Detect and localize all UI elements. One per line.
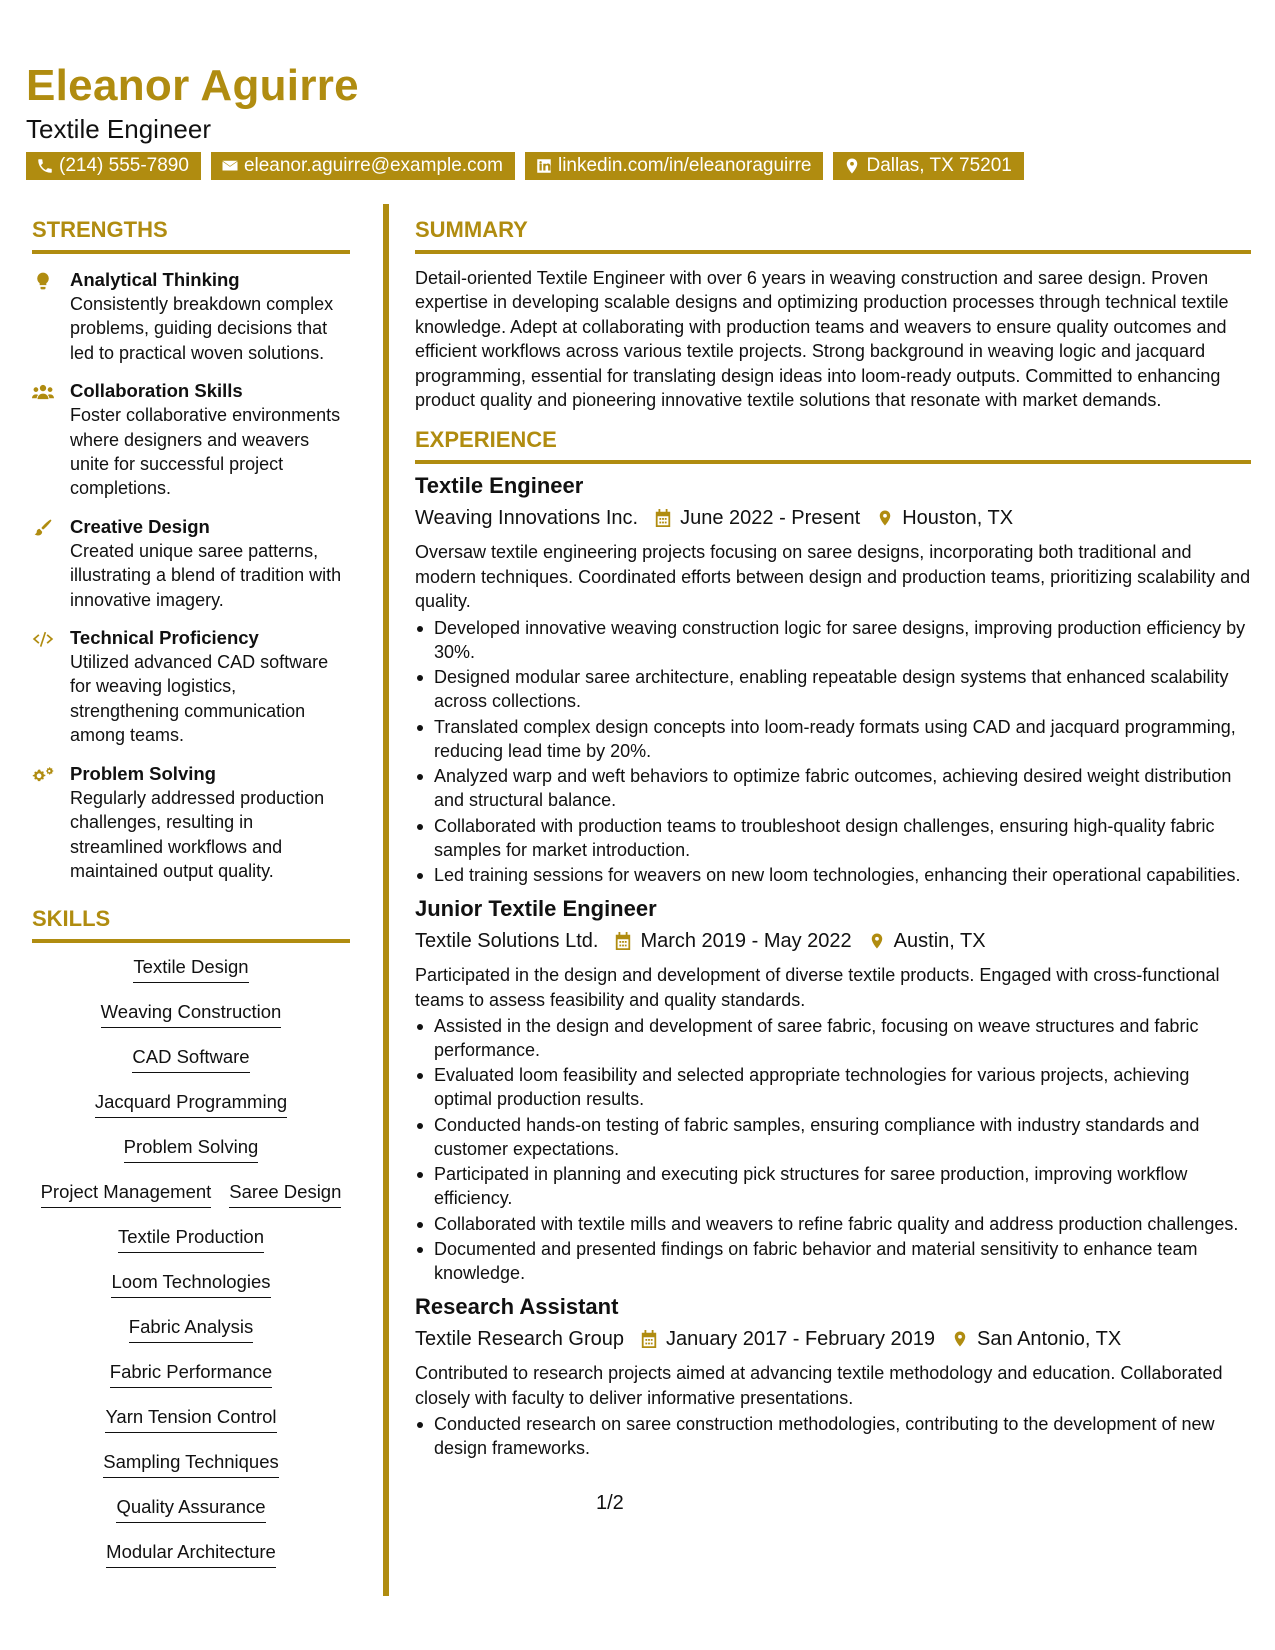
job-dates: January 2017 - February 2019 — [665, 1328, 936, 1351]
skill-tag: Problem Solving — [124, 1135, 259, 1163]
map-pin-icon — [868, 931, 886, 951]
job-company: Textile Solutions Ltd. — [415, 930, 599, 953]
job-title: Research Assistant — [415, 1294, 619, 1320]
job-meta — [415, 1325, 1251, 1353]
job-company: Textile Research Group — [415, 1328, 624, 1351]
job-dates: March 2019 - May 2022 — [640, 930, 852, 953]
job-bullet: Conducted hands-on testing of fabric samples, ensuring compliance with industry standards and customer expectations. — [415, 1113, 1251, 1161]
skill-tag: Quality Assurance — [116, 1495, 265, 1523]
contact-phone[interactable] — [26, 152, 201, 180]
job-bullets — [415, 616, 1251, 888]
contact-linkedin-text: linkedin.com/in/eleanoraguirre — [557, 155, 812, 176]
job-bullet: Analyzed warp and weft behaviors to optimize fabric outcomes, achieving desired weight distribution and structural balance. — [415, 764, 1251, 812]
strength-item — [32, 626, 350, 748]
strength-title: Creative Design — [70, 515, 210, 537]
skills-heading: SKILLS — [32, 905, 350, 943]
strength-desc: Consistently breakdown complex problems, guiding decisions that led to practical woven solutions. — [70, 294, 334, 363]
job-location: Houston, TX — [902, 507, 1014, 530]
skill-tag: Yarn Tension Control — [105, 1405, 276, 1433]
job-location: San Antonio, TX — [977, 1328, 1122, 1351]
resume-header — [26, 60, 1256, 180]
contact-linkedin[interactable] — [525, 152, 823, 180]
strength-title: Collaboration Skills — [70, 380, 243, 402]
skill-tag: Fabric Analysis — [129, 1315, 253, 1343]
strength-item — [32, 268, 350, 365]
calendar-icon — [640, 1329, 658, 1349]
skill-tag: Textile Production — [118, 1225, 264, 1253]
map-pin-icon — [951, 1329, 969, 1349]
strength-title: Problem Solving — [70, 762, 216, 784]
job-bullet: Led training sessions for weavers on new loom technologies, enhancing their operational capabilities. — [415, 863, 1251, 887]
strength-desc: Created unique saree patterns, illustrating a blend of tradition with innovative imagery. — [70, 540, 342, 610]
job-bullet: Collaborated with textile mills and weavers to refine fabric quality and address production challenges. — [415, 1212, 1251, 1236]
skill-tag: Project Management — [41, 1180, 212, 1208]
job-bullet: Assisted in the design and development of saree fabric, focusing on weave structures and fabric performance. — [415, 1014, 1251, 1062]
job-location: Austin, TX — [893, 930, 986, 953]
job-company: Weaving Innovations Inc. — [415, 507, 639, 530]
calendar-icon — [654, 508, 672, 528]
skill-tag: Weaving Construction — [101, 1000, 282, 1028]
map-pin-icon — [876, 508, 894, 528]
left-column — [32, 216, 350, 1585]
column-divider — [383, 204, 389, 1596]
job-bullet: Translated complex design concepts into loom-ready formats using CAD and jacquard programming, reducing lead time by 20%. — [415, 715, 1251, 763]
job-description: Participated in the design and development of diverse textile products. Engaged with cross-functional teams to assess feasibility and quality standards. — [415, 965, 1220, 1010]
job-bullet: Participated in planning and executing pick structures for saree production, improving workflow efficiency. — [415, 1162, 1251, 1210]
phone-icon — [36, 157, 54, 175]
map-pin-icon — [843, 157, 861, 175]
job-bullet: Conducted research on saree construction methodologies, contributing to the development of new design frameworks. — [415, 1412, 1251, 1460]
contact-location-text: Dallas, TX 75201 — [866, 155, 1012, 176]
job-entry — [415, 472, 1251, 887]
job-bullets — [415, 1412, 1251, 1460]
strengths-heading: STRENGTHS — [32, 216, 350, 254]
candidate-name: Eleanor Aguirre — [26, 61, 359, 110]
skill-tag: CAD Software — [132, 1045, 249, 1073]
job-bullet: Designed modular saree architecture, enabling repeatable design systems that enhanced scalability across collections. — [415, 665, 1251, 713]
job-dates: June 2022 - Present — [680, 507, 861, 530]
job-entry — [415, 1293, 1251, 1460]
strength-item — [32, 379, 350, 501]
strength-item — [32, 515, 350, 612]
strength-title: Analytical Thinking — [70, 269, 240, 290]
job-title: Junior Textile Engineer — [415, 896, 657, 922]
job-bullet: Evaluated loom feasibility and selected appropriate technologies for various projects, achieving optimal production results. — [415, 1063, 1251, 1111]
summary-text: Detail-oriented Textile Engineer with over 6 years in weaving construction and saree design. Proven expertise in developing scalable designs and optimizing production processes through technical textile knowledge. Adept at collaborating with production teams and weavers to ensure quality outcomes and efficient workflows across various textile projects. Strong background in weaving logic and jacquard programming, essential for translating design ideas into loom-ready outputs. Committed to enhancing product quality and pioneering innovative textile solutions that resonate with market demands. — [415, 268, 1229, 411]
skill-tag: Saree Design — [229, 1180, 341, 1208]
contact-email-text: eleanor.aguirre@example.com — [243, 155, 503, 176]
strength-item — [32, 762, 350, 884]
users-icon — [32, 382, 54, 402]
skill-tag: Fabric Performance — [110, 1360, 272, 1388]
job-bullet: Developed innovative weaving construction logic for saree designs, improving production efficiency by 30%. — [415, 616, 1251, 664]
linkedin-icon — [535, 157, 553, 175]
calendar-icon — [614, 931, 632, 951]
contact-phone-text: (214) 555-7890 — [59, 155, 189, 176]
job-title: Textile Engineer — [415, 473, 584, 499]
job-description: Oversaw textile engineering projects focusing on saree designs, incorporating both traditional and modern techniques. Coordinated efforts between design and production teams, prioritizing scalability and quality. — [415, 542, 1251, 612]
skill-tag: Loom Technologies — [111, 1270, 270, 1298]
experience-heading: EXPERIENCE — [415, 426, 1251, 464]
job-description: Contributed to research projects aimed at advancing textile methodology and education. Collaborated closely with faculty to deliver informative presentations. — [415, 1363, 1223, 1408]
envelope-icon — [221, 157, 239, 175]
skill-tag: Jacquard Programming — [95, 1090, 287, 1118]
contact-email[interactable] — [211, 152, 515, 180]
job-meta — [415, 927, 1251, 955]
job-entry — [415, 895, 1251, 1285]
lightbulb-icon — [32, 271, 54, 291]
strength-title: Technical Proficiency — [70, 627, 259, 649]
strength-desc: Regularly addressed production challenges, resulting in streamlined workflows and maintained output quality. — [70, 787, 325, 881]
page-number: 1/2 — [596, 1492, 624, 1514]
strength-desc: Utilized advanced CAD software for weaving logistics, strengthening communication among teams. — [70, 652, 329, 746]
code-icon — [32, 629, 54, 649]
job-bullet: Collaborated with production teams to troubleshoot design challenges, ensuring high-quality fabric samples for market introduction. — [415, 814, 1251, 862]
job-bullet: Documented and presented findings on fabric behavior and material sensitivity to enhance team knowledge. — [415, 1237, 1251, 1285]
contact-bar — [26, 152, 1256, 180]
right-column — [415, 216, 1251, 1460]
job-bullets — [415, 1014, 1251, 1286]
paintbrush-icon — [32, 518, 54, 538]
summary-heading: SUMMARY — [415, 216, 1251, 254]
strength-desc: Foster collaborative environments where designers and weavers unite for successful project completions. — [70, 405, 341, 499]
skill-tag: Sampling Techniques — [103, 1450, 279, 1478]
skills-list — [32, 955, 350, 1585]
gears-icon — [32, 765, 54, 785]
candidate-role: Textile Engineer — [26, 114, 211, 144]
skill-tag: Textile Design — [133, 955, 248, 983]
job-meta — [415, 504, 1251, 532]
contact-location — [833, 152, 1023, 180]
skill-tag: Modular Architecture — [106, 1540, 276, 1568]
